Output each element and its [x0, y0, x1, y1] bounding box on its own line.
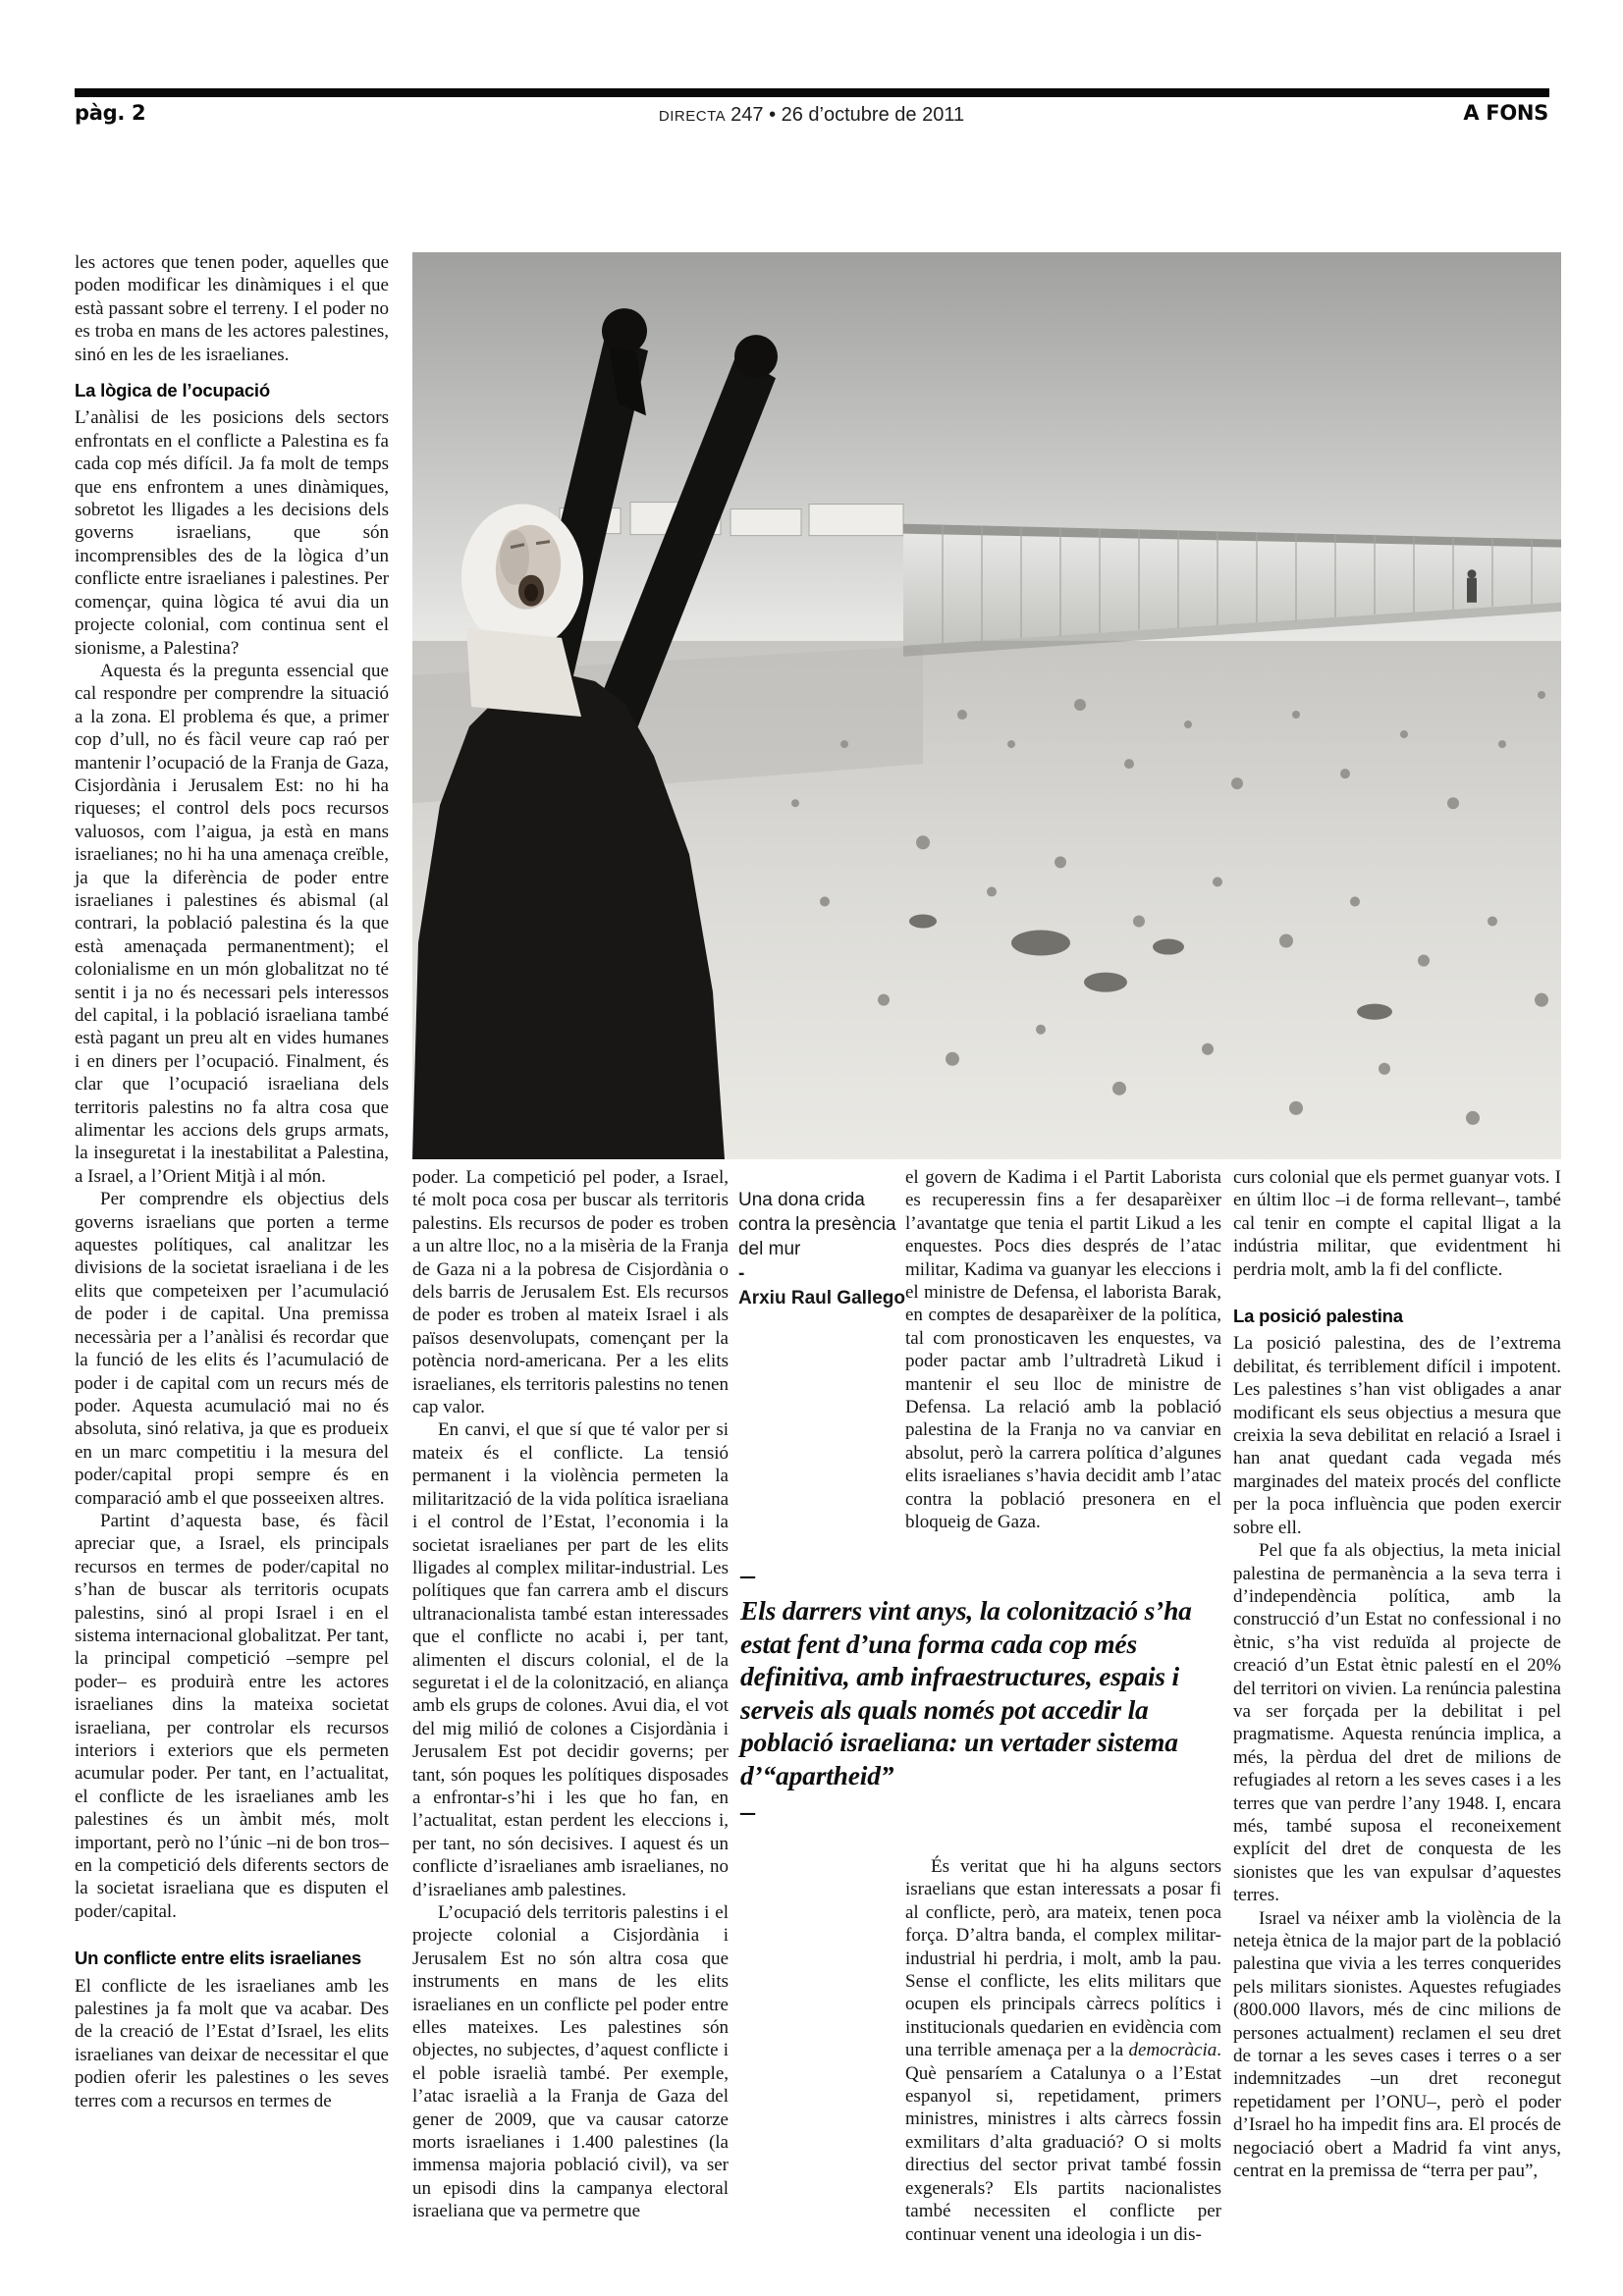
body-text: És veritat que hi ha alguns sectors israelians que estan interessats a posar fi al conflicte, però, ara mateix, tenen poca força. D’altra banda, el complex militar-industrial hi perdria, i molt, amb la pau. Sense el conflicte, les elits militars que ocupen els principals càrrecs polítics i institucionals quedarien en evidència com una terrible amenaça per a la [905, 1856, 1221, 2061]
pull-quote [740, 1559, 1231, 1828]
article-column-3-upper [905, 1166, 1221, 1534]
photo-caption [738, 1188, 907, 1310]
section-label: A FONS [1463, 101, 1548, 125]
body-paragraph: Per comprendre els objectius dels governs israelians que porten a terme aquestes polítiques, cal analitzar les divisions de la societat israeliana i de les elits que competeixen per l’acumulació de poder i de capital. Una premissa necessària per a l’anàlisi és recordar que la funció de les elits és l’acumulació de poder i de capital com un recurs més de poder. Aquesta acumulació mai no és absoluta, sinó relativa, ja que es produeix en un marc competitiu i la mesura del poder/capital propi sempre és en comparació amb el que posseeixen altres. [75, 1189, 389, 1509]
pull-quote-text: Els darrers vint anys, la colonització s’ha estat fent d’una forma cada cop més definitiva, amb infraestructures, espais i serveis als quals només pot accedir la població israeliana: un vertader sistema d’“apartheid” [740, 1595, 1192, 1790]
masthead-title: DIRECTA [658, 108, 727, 125]
body-paragraph: L’ocupació dels territoris palestins i el projecte colonial a Cisjordània i Jerusalem Est no són altra cosa que instruments en mans de les elits israelianes en un conflicte pel poder entre elles mateixes. Les palestines són objectes, no subjectes, d’aquest conflicte i el poble israelià també. Per exemple, l’atac israelià a la Franja de Gaza del gener de 2009, que va causar catorze morts israelianes i 1.400 palestines (la immensa majoria població civil), va ser un episodi dins la campanya electoral israeliana que va permetre que [412, 1902, 729, 2222]
body-paragraph: El conflicte de les israelianes amb les palestines ja fa molt que va acabar. Des de la creació de l’Estat d’Israel, les elits israelianes van deixar de necessitar el que podien oferir les palestines o les seves terres com a recursos en termes de [75, 1975, 389, 2111]
pull-quote-dash-top: – [740, 1559, 755, 1591]
wall-protest-photo [412, 252, 1561, 1159]
caption-credit: Arxiu Raul Gallego [738, 1288, 905, 1308]
article-column-4 [1233, 1166, 1561, 2182]
face-shadow [500, 530, 529, 585]
body-paragraph: Partint d’aquesta base, és fàcil apreciar que, a Israel, els principals recursos en termes de poder/capital no s’han de buscar als territoris ocupats palestins, sinó al propi Israel i en el sistema internacional globalitzat. Per tant, la principal competició –sempre pel poder– es produirà entre les actores israelianes dins la mateixa societat israeliana, per controlar els recursos interiors i exteriors que els permeten acumular poder. Per tant, en l’actualitat, el conflicte de les israelianes amb les palestines és un àmbit més, molt important, però no l’únic –ni de bon tros– en la competició dels diferents sectors de la societat israeliana que es disputen el poder/capital. [75, 1510, 389, 1922]
italic-term: democràcia [1128, 2040, 1217, 2061]
closed-eye-right [536, 542, 550, 544]
body-text: . Què pensaríem a Catalunya o a l’Estat espanyol si, repetidament, primers ministres, ministres i alts càrrecs fossin exmilitars d’alta graduació? O si molts directius del sector privat també fossin exgenerals? Els partits nacionalistes també necessiten el conflicte per continuar venent una ideologia i un dis- [905, 2040, 1221, 2245]
mouth-inner [524, 584, 538, 602]
section-heading-conflicte-elits: Un conflicte entre elits israelianes [75, 1948, 361, 1969]
body-paragraph: La posició palestina, des de l’extrema debilitat, és terriblement difícil i impotent. Les palestines s’han vist obligades a anar modificant els seus objectius a mesura que creixia la seva debilitat en relació a Israel i han anat quedant cada vegada més marginades del mateix procés del conflicte per la poca influència que poden exercir sobre ell. [1233, 1333, 1561, 1538]
body-paragraph: Pel que fa als objectius, la meta inicial palestina de permanència a la seva terra i d’independència política, amb la construcció d’un Estat no confessional i no ètnic, s’ha vist reduïda al projecte de creació d’un Estat ètnic palestí en el 20% del territori on vivien. La renúncia palestina va ser forçada per la debilitat i pel pragmatisme. Aquesta renúncia implica, a més, la pèrdua del dret de milions de refugiades al retorn a les seves cases i a les terres que van perdre l’any 1948. I, encara més, també suposa el reconeixement explícit del dret de conquesta de les sionistes que les van expulsar d’aquestes terres. [1233, 1540, 1561, 1906]
masthead-date: 247 • 26 d’octubre de 2011 [730, 104, 965, 126]
top-rule [75, 88, 1549, 97]
body-paragraph: Israel va néixer amb la violència de la neteja ètnica de la major part de la població palestina que vivia a les terres conquerides pels militars sionistes. Aquestes refugiades (800.000 llavors, més de cinc milions de persones actualment) reclamen el seu dret de tornar a les seves cases i terres o a ser indemnitzades –un dret reconegut repetidament per l’ONU–, però el poder d’Israel ho ha impedit fins ara. El procés de negociació obert a Madrid fa vint anys, centrat en la premissa de “terra per pau”, [1233, 1907, 1561, 2182]
body-paragraph: el govern de Kadima i el Partit Laborista es recuperessin fins a fer desaparèixer l’avantatge que tenia el partit Likud a les enquestes. Pocs dies després de l’atac militar, Kadima va guanyar les eleccions i el ministre de Defensa, el laborista Barak, en comptes de desaparèixer de la política, tal com pronosticaven les enquestes, va poder pactar amb l’ultradretà Likud i mantenir el seu lloc de ministre de Defensa. La relació amb la població palestina de la Franja no va canviar en absolut, però la carrera política d’algunes elits israelianes s’havia decidit amb l’atac contra la població presonera en el bloqueig de Gaza. [905, 1167, 1221, 1533]
section-heading-posicio-palestina: La posició palestina [1233, 1306, 1403, 1327]
article-column-2 [412, 1166, 729, 2223]
fist-right [734, 335, 778, 378]
article-column-1 [75, 251, 389, 2112]
body-paragraph [905, 1855, 1221, 2246]
body-paragraph: poder. La competició pel poder, a Israel, té molt poca cosa per buscar als territoris palestins. Els recursos de poder es troben a un altre lloc, no a la misèria de la Franja de Gaza ni a la pobresa de Cisjordània o dels barris de Jerusalem Est. Els recursos de poder es troben al mateix Israel i als països desenvolupats, començant per la potència nord-americana. Per a les elits israelianes, els territoris palestins no tenen cap valor. [412, 1167, 729, 1418]
caption-text: Una dona crida contra la presència del mur [738, 1190, 896, 1259]
caption-divider: - [738, 1263, 745, 1284]
article-column-3-lower [905, 1855, 1221, 2246]
body-paragraph: curs colonial que els permet guanyar vots. I en últim lloc –i de forma rellevant–, també cal tenir en compte el capital lligat a la indústria militar, que evidentment hi perdria molt, amb la fi del conflicte. [1233, 1167, 1561, 1280]
body-paragraph: L’anàlisi de les posicions dels sectors enfrontats en el conflicte a Palestina es fa cada cop més difícil. Ja fa molt de temps que ens enfrontem a unes dinàmiques, sobretot les lligades a les decisions dels governs israelians, que són incomprensibles des de la lògica d’un conflicte entre israelianes i palestines. Per començar, quina lògica té avui dia un projecte colonial, com continua sent el sionisme, a Palestina? [75, 407, 389, 659]
body-paragraph: les actores que tenen poder, aquelles que poden modificar les dinàmiques i el que està passant sobre el terreny. I el poder no es troba en mans de les actores palestines, sinó en les de les israelianes. [75, 252, 389, 365]
masthead [659, 104, 964, 127]
body-paragraph: En canvi, el que sí que té valor per si mateix és el conflicte. La tensió permanent i la violència permeten la militarització de la vida política israeliana i el control de l’Estat, l’economia i la societat israelianes per part de les elits lligades al complex militar-industrial. Les polítiques que fan carrera amb el discurs ultranacionalista també estan interessades que el conflicte no acabi i, per tant, alimenten el discurs colonial, el de la seguretat i el de la colonització, en aliança amb els grups de colones. Avui dia, el vot del mig milió de colones a Cisjordània i Jerusalem Est pot decidir governs; per tant, són poques les polítiques disposades a enfrontar-s’hi i les que ho fan, en l’actualitat, estan perdent les eleccions i, per tant, no són decisives. I aquest és un conflicte d’israelianes amb israelianes, no d’israelianes amb palestines. [412, 1419, 729, 1900]
section-heading-logica-ocupacio: La lògica de l’ocupació [75, 380, 270, 401]
photo-illustration [412, 252, 1561, 1159]
body-paragraph: Aquesta és la pregunta essencial que cal respondre per comprendre la situació a la zona. El problema és que, a primer cop d’ull, no és fàcil veure cap raó per mantenir l’ocupació de la Franja de Gaza, Cisjordània i Jerusalem Est: no hi ha riqueses; el control dels pocs recursos valuosos, com l’aigua, ja està en mans israelianes; no hi ha una amenaça creïble, ja que la diferència de poder entre israelianes i palestines és abismal (al contrari, la població palestina és la que està amenaçada permanentment); el colonialisme en un món globalitzat no té sentit i ja no és necessari pels interessos del capital, i la població israeliana també està pagant un preu alt en vides humanes i en diners per l’ocupació. Finalment, és clar que l’ocupació israeliana dels territoris palestins no fa altra cosa que alimentar les accions dels grups armats, la inseguretat i la inestabilitat a Palestina, a Israel, a l’Orient Mitjà i al món. [75, 660, 389, 1187]
distant-person [1467, 569, 1477, 603]
pull-quote-dash-bottom: – [740, 1795, 755, 1828]
page-number: pàg. 2 [75, 101, 146, 125]
fist-left [602, 308, 647, 353]
